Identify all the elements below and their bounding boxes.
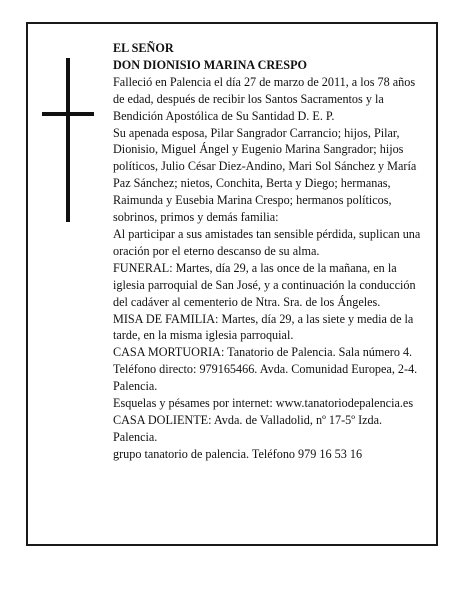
family-mass-info: MISA DE FAMILIA: Martes, día 29, a las siete y media de la tarde, en la misma iglesia parroquial.: [113, 311, 414, 343]
cross-vertical-bar: [66, 58, 70, 222]
mortuary-info: CASA MORTUORIA: Tanatorio de Palencia. Sala número 4. Teléfono directo: 979165466. Avda. Comunidad Europea, 2-4. Palencia.: [113, 345, 418, 394]
obituary-notice: [26, 22, 438, 546]
internet-condolences: Esquelas y pésames por internet: www.tanatoriodepalencia.es: [113, 396, 414, 411]
deceased-name: DON DIONISIO MARINA CRESPO: [113, 57, 308, 72]
title-line-1: EL SEÑOR: [113, 41, 174, 55]
funeral-home-contact: grupo tanatorio de palencia. Teléfono 979 16 53 16: [113, 446, 363, 461]
cross-horizontal-bar: [42, 112, 94, 116]
cross-icon: [42, 58, 94, 222]
obituary-text: [113, 40, 425, 463]
death-announcement: Falleció en Palencia el día 27 de marzo de 2011, a los 78 años de edad, después de recibir los Santos Sacramentos y la Bendición Apostólica de Su Santidad D. E. P.: [113, 74, 416, 123]
family-home-info: CASA DOLIENTE: Avda. de Valladolid, nº 17-5º Izda. Palencia.: [113, 412, 383, 444]
funeral-info: FUNERAL: Martes, día 29, a las once de la mañana, en la iglesia parroquial de San José, y a continuación la conducción del cadáver al cementerio de Ntra. Sra. de los Ángeles.: [113, 260, 416, 309]
family-list: Su apenada esposa, Pilar Sangrador Carrancio; hijos, Pilar, Dionisio, Miguel Ángel y Eugenio Marina Sangrador; hijos políticos, Julio César Diez-Andino, Mari Sol Sánchez y María Paz Sánchez; nietos, Conchita, Berta y Diego; hermanas, Raimunda y Eusebia Marina Crespo; hermanos políticos, sobrinos, primos y demás familia:: [113, 125, 417, 225]
prayer-request: Al participar a sus amistades tan sensible pérdida, suplican una oración por el eterno descanso de su alma.: [113, 226, 421, 258]
